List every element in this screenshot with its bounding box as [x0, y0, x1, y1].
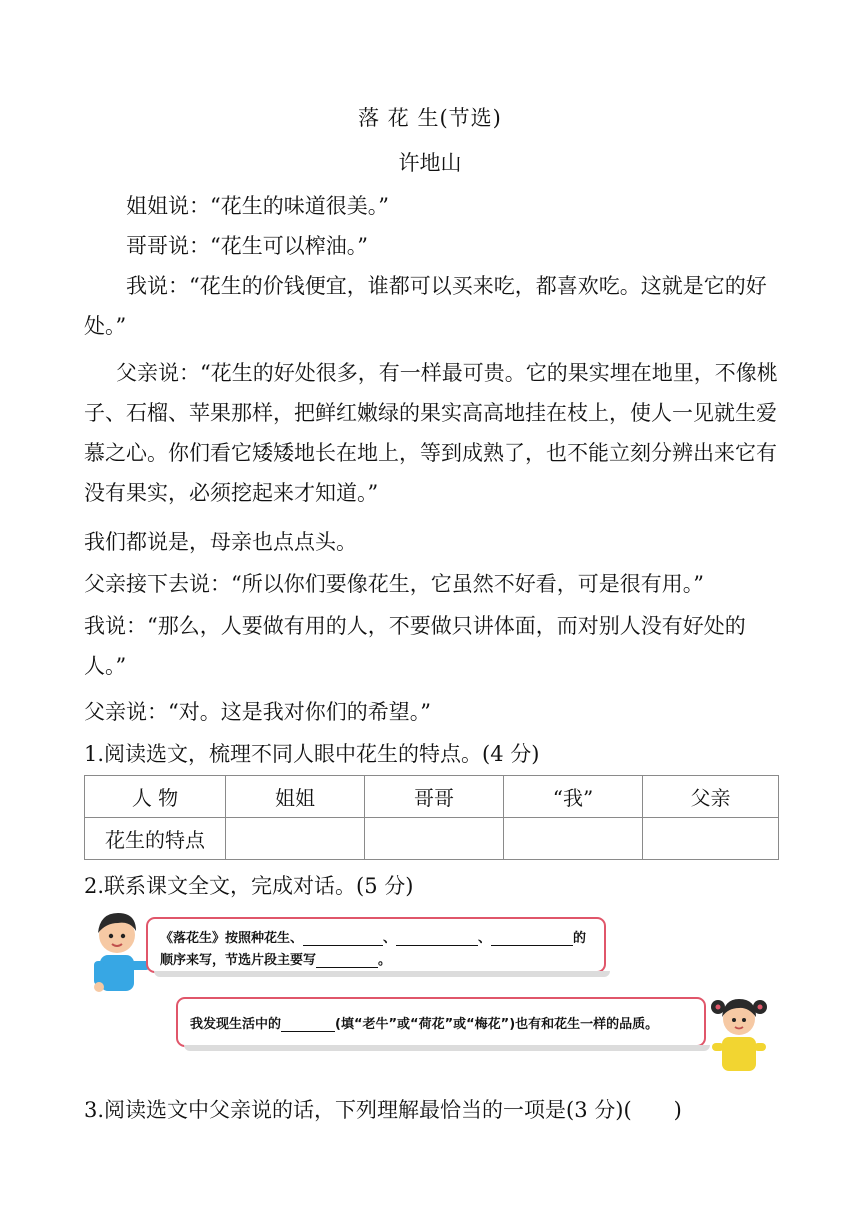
boy-speech-bubble [146, 917, 606, 973]
answer-cell-brother[interactable] [365, 818, 504, 860]
table-row [85, 818, 779, 860]
paragraph-father: 父亲说：“花生的好处很多，有一样最可贵。它的果实埋在地里，不像桃子、石榴、苹果那样，把鲜红嫩绿的果实高高地挂在枝上，使人一见就生爱慕之心。你们看它矮矮地长在地上，等到成熟了，也不能立刻分辨出来它有没有果实，必须挖起来才知道。” [84, 361, 778, 505]
paragraph-me: 我说：“花生的价钱便宜，谁都可以买来吃，都喜欢吃。这就是它的好处。” [84, 274, 767, 338]
girl-illustration [704, 993, 780, 1073]
paragraph-me-reply: 我说：“那么，人要做有用的人，不要做只讲体面，而对别人没有好处的人。” [84, 614, 746, 678]
question-2: 2.联系课文全文，完成对话。(5 分) [84, 874, 414, 898]
bubble-text: 我发现生活中的 [190, 1017, 282, 1032]
bubble-line-1 [160, 927, 586, 946]
answer-cell-sister[interactable] [226, 818, 365, 860]
paragraph-brother: 哥哥说：“花生可以榨油。” [126, 234, 368, 258]
bubble-text: 、 [383, 931, 397, 946]
paragraph-father-hope: 父亲说：“对。这是我对你们的希望。” [84, 700, 431, 724]
answer-blank-4[interactable] [316, 967, 378, 968]
table-header-cell: 姐姐 [226, 776, 365, 818]
table-header-row [85, 776, 779, 818]
paragraph-sister: 姐姐说：“花生的味道很美。” [126, 194, 389, 218]
passage-title: 落 花 生(节选) [358, 106, 502, 130]
bubble-text: 、 [478, 931, 492, 946]
bubble-text: 《落花生》按照种花生、 [160, 931, 304, 946]
bubble-text: (填“老牛”或“荷花”或“梅花”)也有和花生一样的品质。 [335, 1017, 659, 1032]
table-header-cell: 父亲 [643, 776, 779, 818]
bubble-line-2 [160, 949, 391, 968]
dialogue-illustration [84, 905, 780, 1075]
table-header-cell: 哥哥 [365, 776, 504, 818]
bubble-text: 的 [573, 931, 587, 946]
peanut-feature-table [84, 775, 779, 860]
paragraph-agree: 我们都说是，母亲也点点头。 [84, 530, 357, 554]
answer-cell-me[interactable] [504, 818, 643, 860]
answer-blank-3[interactable] [491, 945, 573, 946]
table-header-cell: “我” [504, 776, 643, 818]
passage-author: 许地山 [398, 151, 462, 175]
answer-blank-1[interactable] [303, 945, 383, 946]
table-header-cell: 人 物 [85, 776, 226, 818]
table-row-label: 花生的特点 [85, 818, 226, 860]
question-1: 1.阅读选文，梳理不同人眼中花生的特点。(4 分) [84, 742, 540, 766]
paragraph-father-continue: 父亲接下去说：“所以你们要像花生，它虽然不好看，可是很有用。” [84, 572, 704, 596]
bubble-line-girl [190, 1013, 658, 1032]
bubble-text: 顺序来写，节选片段主要写 [160, 953, 317, 968]
answer-blank-5[interactable] [281, 1031, 335, 1032]
answer-blank-2[interactable] [396, 945, 478, 946]
bubble-text: 。 [378, 953, 392, 968]
girl-speech-bubble [176, 997, 706, 1047]
question-3: 3.阅读选文中父亲说的话，下列理解最恰当的一项是(3 分)( ) [84, 1098, 682, 1122]
answer-cell-father[interactable] [643, 818, 779, 860]
